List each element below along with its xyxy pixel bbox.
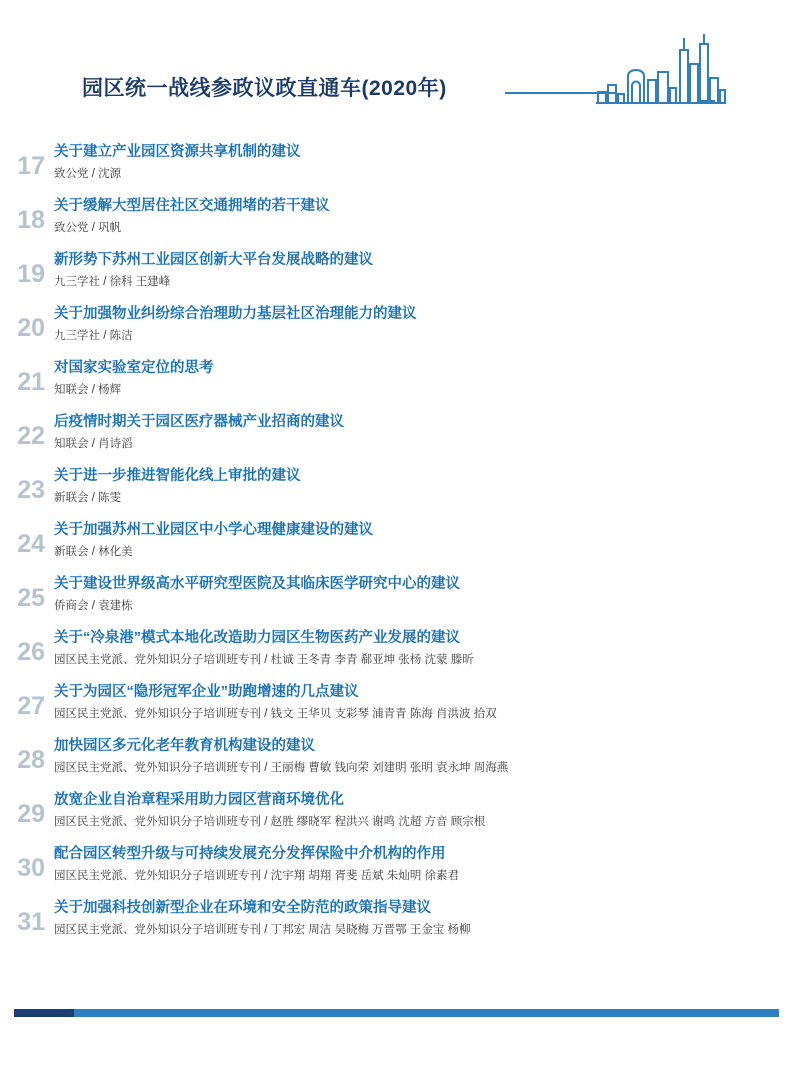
entry-title[interactable]: 关于建立产业园区资源共享机制的建议	[54, 144, 301, 160]
entry-body	[54, 140, 301, 182]
list-item[interactable]	[0, 680, 793, 722]
entry-meta: 知联会 / 肖诗滔	[54, 438, 133, 450]
list-item[interactable]	[0, 788, 793, 830]
entry-number: 26	[17, 638, 45, 666]
page-title: 园区统一战线参政议政直通车(2020年)	[82, 77, 447, 100]
entry-meta: 九三学社 / 陈洁	[54, 330, 133, 342]
entry-meta: 侨商会 / 袁建栋	[54, 600, 133, 612]
entry-meta: 园区民主党派、党外知识分子培训班专刊 / 钱文 王华贝 支彩琴 浦青青 陈海 肖洪波 拾双	[54, 708, 497, 720]
entry-number: 24	[17, 530, 45, 558]
entry-title[interactable]: 加快园区多元化老年教育机构建设的建议	[54, 738, 315, 754]
entry-title[interactable]: 新形势下苏州工业园区创新大平台发展战略的建议	[54, 252, 373, 268]
entry-title[interactable]: 关于建设世界级高水平研究型医院及其临床医学研究中心的建议	[54, 576, 460, 592]
entry-number: 19	[17, 260, 45, 288]
entry-meta: 园区民主党派、党外知识分子培训班专刊 / 沈宇翔 胡翔 胥斐 岳斌 朱灿明 徐素君	[54, 870, 460, 882]
city-skyline-icon	[596, 30, 726, 110]
entry-body	[54, 518, 373, 560]
list-item[interactable]	[0, 302, 793, 344]
entry-number: 30	[17, 854, 45, 882]
entry-number: 21	[17, 368, 45, 396]
entry-title[interactable]: 关于缓解大型居住社区交通拥堵的若干建议	[54, 198, 330, 214]
list-item[interactable]	[0, 896, 793, 938]
entry-body	[54, 896, 471, 938]
list-item[interactable]	[0, 734, 793, 776]
entry-number: 17	[17, 152, 45, 180]
list-item[interactable]	[0, 356, 793, 398]
entry-body	[54, 248, 373, 290]
footer-bar-accent	[14, 1009, 74, 1017]
entry-number: 28	[17, 746, 45, 774]
list-item[interactable]	[0, 518, 793, 560]
entry-number: 20	[17, 314, 45, 342]
entry-body	[54, 356, 214, 398]
list-item[interactable]	[0, 572, 793, 614]
entry-title[interactable]: 配合园区转型升级与可持续发展充分发挥保险中介机构的作用	[54, 846, 446, 862]
entry-body	[54, 572, 460, 614]
entry-meta: 园区民主党派、党外知识分子培训班专刊 / 王丽梅 曹敏 钱向荣 刘建明 张明 袁永坤 周海燕	[54, 762, 509, 774]
list-item[interactable]	[0, 842, 793, 884]
entry-body	[54, 302, 417, 344]
entry-number: 31	[17, 908, 45, 936]
list-item[interactable]	[0, 140, 793, 182]
entry-title[interactable]: 放宽企业自治章程采用助力园区营商环境优化	[54, 792, 344, 808]
entry-title[interactable]: 关于进一步推进智能化线上审批的建议	[54, 468, 301, 484]
list-item[interactable]	[0, 194, 793, 236]
entry-body	[54, 626, 474, 668]
entry-body	[54, 464, 301, 506]
entry-number: 27	[17, 692, 45, 720]
entry-body	[54, 788, 485, 830]
entry-title[interactable]: 关于加强科技创新型企业在环境和安全防范的政策指导建议	[54, 900, 431, 916]
entry-title[interactable]: 关于为园区“隐形冠军企业”助跑增速的几点建议	[54, 684, 359, 700]
list-item[interactable]	[0, 410, 793, 452]
entry-title[interactable]: 后疫情时期关于园区医疗器械产业招商的建议	[54, 414, 344, 430]
entry-meta: 园区民主党派、党外知识分子培训班专刊 / 丁邦宏 周洁 吴晓梅 万晋鄂 王金宝 杨柳	[54, 924, 471, 936]
entry-title[interactable]: 关于加强物业纠纷综合治理助力基层社区治理能力的建议	[54, 306, 417, 322]
entry-number: 29	[17, 800, 45, 828]
entry-body	[54, 410, 344, 452]
page-header	[0, 0, 793, 120]
entry-body	[54, 734, 508, 776]
entry-meta: 致公党 / 巩帆	[54, 222, 122, 234]
entry-meta: 新联会 / 陈雯	[54, 492, 122, 504]
entry-number: 18	[17, 206, 45, 234]
entry-body	[54, 680, 497, 722]
entry-meta: 新联会 / 林化美	[54, 546, 133, 558]
entry-meta: 九三学社 / 徐科 王建峰	[54, 276, 171, 288]
entry-title[interactable]: 关于“冷泉港”模式本地化改造助力园区生物医药产业发展的建议	[54, 630, 460, 646]
list-item[interactable]	[0, 626, 793, 668]
list-item[interactable]	[0, 248, 793, 290]
entry-meta: 园区民主党派、党外知识分子培训班专刊 / 杜诚 王冬青 李青 郗亚坤 张杨 沈蒙 滕昕	[54, 654, 474, 666]
entry-number: 23	[17, 476, 45, 504]
entry-meta: 致公党 / 沈源	[54, 168, 122, 180]
entry-title[interactable]: 关于加强苏州工业园区中小学心理健康建设的建议	[54, 522, 373, 538]
entry-title[interactable]: 对国家实验室定位的思考	[54, 360, 214, 376]
list-item[interactable]	[0, 464, 793, 506]
entry-meta: 知联会 / 杨辉	[54, 384, 122, 396]
footer-bar	[14, 1009, 779, 1017]
entry-body	[54, 842, 459, 884]
entry-meta: 园区民主党派、党外知识分子培训班专刊 / 赵胜 缪晓军 程洪兴 谢鸣 沈超 方音 顾宗根	[54, 816, 486, 828]
entry-number: 22	[17, 422, 45, 450]
article-list	[0, 140, 793, 950]
entry-number: 25	[17, 584, 45, 612]
entry-body	[54, 194, 330, 236]
